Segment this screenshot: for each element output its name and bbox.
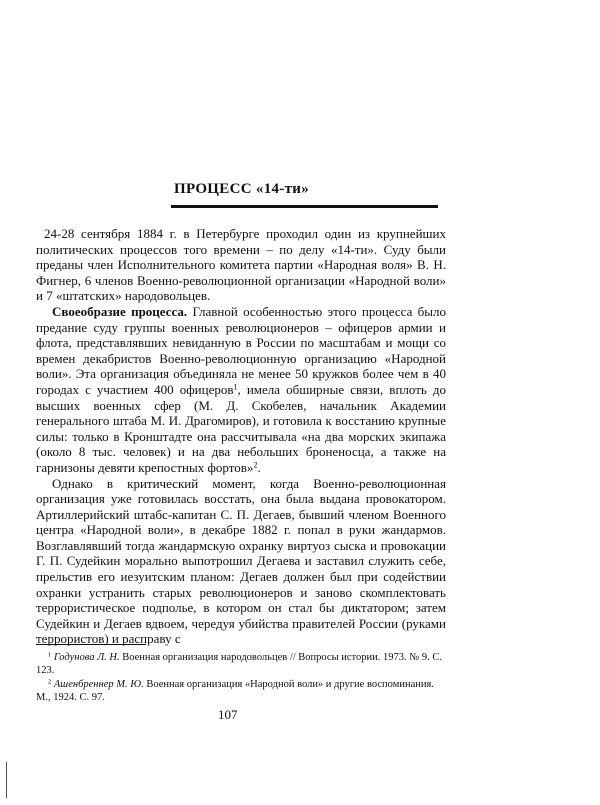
paragraph-text: Главной особенностью этого процесса было предание суду группы военных революционеров – офицеров армии и флота, представлявших невиданную в России по масштабам и мощи со времен декабристов Военно-революционную организацию «Народной воли». Эта организация объединяла не менее 50 кружков более чем в 40 городах с участием 400 офицеров: [36, 303, 446, 397]
paragraph-betrayal: Однако в критический момент, когда Военно-революционная организация уже готовилась восстать, она была выдана провокатором. Артиллерийский штабс-капитан С. П. Дегаев, бывший членом Военного центра «Народной воли», в декабре 1882 г. попал в руки жандармов. Возглавлявший тогда жандармскую охранку виртуоз сыска и провокации Г. П. Судейкин морально выпотрошил Дегаева и заставил служить себе, прельстив его иезуитским планом: Дегаев должен был при содействии охранки устранить старых революционеров и заново скомплектовать террористическое подполье, в котором он стал бы диктатором; затем Судейкин и Дегаев вдвоем, чередуя убийства правителей России (руками террористов) и расправу с: [36, 475, 446, 647]
footnote-ref-2[interactable]: 2: [253, 460, 258, 470]
footnote-ref-1[interactable]: 1: [233, 382, 238, 392]
footnote-authors: Ашенбреннер М. Ю.: [53, 679, 144, 690]
scan-edge-mark: [6, 762, 7, 798]
page-number: 107: [218, 707, 238, 722]
paragraph-peculiarity: [36, 304, 446, 476]
paragraph-text: , имела обширные связи, вплоть до высших военных сфер (М. Д. Скобелев, начальник Академии генерального штаба М. И. Драгомиров), и готовила к восстанию крупные силы: только в Кронштадте она рассчитывала «на два морских экипажа (около 8 тыс. человек) и на два небольших броненосца, а также на гарнизоны девяти крепостных фортов»: [36, 381, 446, 475]
footnotes: [36, 651, 446, 705]
title-underline: [171, 205, 438, 208]
paragraph-text: .: [257, 459, 261, 475]
paragraph-intro: 24-28 сентября 1884 г. в Петербурге проходил один из крупнейших политических процессов того времени – по делу «14-ти». Суду были преданы член Исполнительного комитета партии «Народная воля» В. Н. Фигнер, 6 членов Военно-революционной организации «Народной воли» и 7 «штатских» народовольцев.: [36, 226, 446, 304]
footnote-text: Военная организация народовольцев // Вопросы истории. 1973. № 9. С. 123.: [36, 652, 442, 676]
footnote-text: Военная организация «Народной воли» и другие воспоминания. М., 1924. С. 97.: [36, 679, 434, 703]
body-text: [36, 226, 446, 647]
footnote-separator: [36, 644, 146, 645]
footnote-2: [36, 678, 446, 704]
footnote-number: 2: [48, 678, 52, 686]
paragraph-lead-heading: Своеобразие процесса.: [52, 303, 188, 319]
chapter-title: ПРОЦЕСС «14-ти»: [174, 181, 310, 197]
footnote-number: 1: [48, 651, 52, 659]
footnote-1: [36, 651, 446, 677]
footnote-authors: Годунова Л. Н.: [53, 652, 120, 663]
